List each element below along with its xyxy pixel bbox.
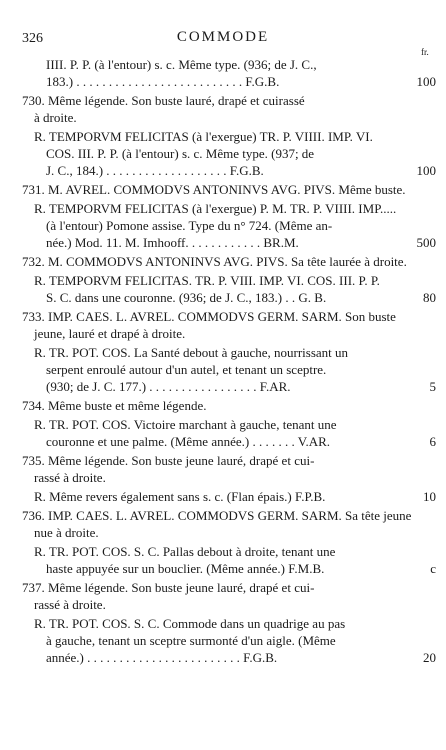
page-number: 326 (22, 31, 43, 46)
entry-line (0, 253, 446, 270)
catalogue-entry (0, 579, 446, 613)
entry-text: née.) Mod. 11. M. Imhooff. . . . . . . . . . . . BR.M. (46, 235, 299, 250)
entry-text: R. TR. POT. COS. Victoire marchant à gauche, tenant une (34, 417, 337, 432)
entry-text: 735. Même légende. Son buste jeune lauré, drapé et cui- (22, 453, 315, 468)
entry-line (0, 73, 446, 90)
unit-label: fr. (421, 47, 429, 57)
entry-line (0, 632, 446, 649)
entry-text: 733. IMP. CAES. L. AVREL. COMMODVS GERM. SARM. Son buste (22, 309, 396, 324)
entry-line (0, 308, 446, 325)
entry-text: serpent enroulé autour d'un autel, et tenant un sceptre. (46, 362, 327, 377)
entry-line (0, 145, 446, 162)
entry-line (0, 433, 446, 450)
entry-text: R. TR. POT. COS. S. C. Pallas debout à droite, tenant une (34, 544, 336, 559)
entry-line (0, 234, 446, 251)
catalogue-entry (0, 56, 446, 90)
entry-line (0, 452, 446, 469)
catalogue-entry (0, 272, 446, 306)
entry-text: R. TEMPORVM FELICITAS (à l'exergue) P. M. TR. P. VIIII. IMP..... (34, 201, 397, 216)
entry-line (0, 109, 446, 126)
entry-line (0, 181, 446, 198)
entry-line (0, 397, 446, 414)
entry-line (0, 56, 446, 73)
catalogue-entry (0, 344, 446, 395)
catalogue-entry (0, 397, 446, 414)
entry-line (0, 596, 446, 613)
entry-text: R. TR. POT. COS. La Santé debout à gauche, nourrissant un (34, 345, 349, 360)
entry-text: à droite. (34, 110, 77, 125)
entry-line (0, 92, 446, 109)
catalogue-entry (0, 181, 446, 198)
entry-text: (à l'entour) Pomone assise. Type du n° 724. (Même an- (46, 218, 333, 233)
entry-line (0, 128, 446, 145)
entry-text: à gauche, tenant un sceptre surmonté d'un aigle. (Même (46, 633, 336, 648)
entry-text: 731. M. AVREL. COMMODVS ANTONINVS AVG. PIVS. Même buste. (22, 182, 406, 197)
entry-line (0, 361, 446, 378)
catalogue-entry (0, 308, 446, 342)
entry-line (0, 272, 446, 289)
catalogue-entry (0, 543, 446, 577)
entry-line (0, 543, 446, 560)
entry-line (0, 217, 446, 234)
entry-text: rassé à droite. (34, 597, 106, 612)
entry-line (0, 560, 446, 577)
entry-text: COS. III. P. P. (à l'entour) s. c. Même type. (937; de (46, 146, 315, 161)
entry-text: 737. Même légende. Son buste jeune lauré, drapé et cui- (22, 580, 315, 595)
entry-text: R. Même revers également sans s. c. (Flan épais.) F.P.B. (34, 489, 326, 504)
price-value: 5 (429, 379, 436, 394)
catalogue-entry (0, 615, 446, 666)
price-value: 500 (416, 235, 436, 250)
entry-text: 183.) . . . . . . . . . . . . . . . . . . . . . . . . . . F.G.B. (46, 74, 280, 89)
entry-line (0, 344, 446, 361)
price-value: 100 (416, 163, 436, 178)
entry-text: jeune, lauré et drapé à droite. (34, 326, 186, 341)
entry-text: S. C. dans une couronne. (936; de J. C., 183.) . . G. B. (46, 290, 327, 305)
price-value: c (430, 561, 436, 576)
price-value: 20 (423, 650, 436, 665)
entry-line (0, 162, 446, 179)
entry-line (0, 325, 446, 342)
price-value: 100 (416, 74, 436, 89)
entry-line (0, 378, 446, 395)
entry-text: R. TR. POT. COS. S. C. Commode dans un quadrige au pas (34, 616, 346, 631)
catalogue-entry (0, 128, 446, 179)
entry-line (0, 615, 446, 632)
entry-text: 730. Même légende. Son buste lauré, drapé et cuirassé (22, 93, 305, 108)
entry-line (0, 469, 446, 486)
entry-line (0, 416, 446, 433)
entry-text: couronne et une palme. (Même année.) . . . . . . . V.AR. (46, 434, 331, 449)
catalogue-entry (0, 92, 446, 126)
entry-text: année.) . . . . . . . . . . . . . . . . . . . . . . . . F.G.B. (46, 650, 278, 665)
entry-text: rassé à droite. (34, 470, 106, 485)
catalogue-entry (0, 416, 446, 450)
entry-line (0, 200, 446, 217)
entry-text: R. TEMPORVM FELICITAS. TR. P. VIII. IMP. VI. COS. III. P. P. (34, 273, 380, 288)
entry-text: 732. M. COMMODVS ANTONINVS AVG. PIVS. Sa tête laurée à droite. (22, 254, 407, 269)
entry-text: 734. Même buste et même légende. (22, 398, 207, 413)
catalogue-entry (0, 488, 446, 505)
entry-line (0, 488, 446, 505)
catalogue-entry (0, 507, 446, 541)
entry-line (0, 579, 446, 596)
price-value: 80 (423, 290, 436, 305)
catalogue-entry (0, 253, 446, 270)
price-value: 6 (429, 434, 436, 449)
entry-line (0, 524, 446, 541)
entry-text: haste appuyée sur un bouclier. (Même année.) F.M.B. (46, 561, 325, 576)
entry-line (0, 507, 446, 524)
entry-line (0, 649, 446, 666)
entry-text: 736. IMP. CAES. L. AVREL. COMMODVS GERM. SARM. Sa tête jeune (22, 508, 412, 523)
catalogue-entry (0, 200, 446, 251)
entry-line (0, 289, 446, 306)
entry-text: J. C., 184.) . . . . . . . . . . . . . . . . . . . F.G.B. (46, 163, 264, 178)
entry-text: R. TEMPORVM FELICITAS (à l'exergue) TR. P. VIIII. IMP. VI. (34, 129, 373, 144)
catalogue-entries (0, 56, 446, 668)
entry-text: IIII. P. P. (à l'entour) s. c. Même type. (936; de J. C., (46, 57, 317, 72)
running-head: COMMODE (176, 29, 270, 45)
entry-text: nue à droite. (34, 525, 99, 540)
catalogue-entry (0, 452, 446, 486)
price-value: 10 (423, 489, 436, 504)
entry-text: (930; de J. C. 177.) . . . . . . . . . . . . . . . . . F.AR. (46, 379, 291, 394)
